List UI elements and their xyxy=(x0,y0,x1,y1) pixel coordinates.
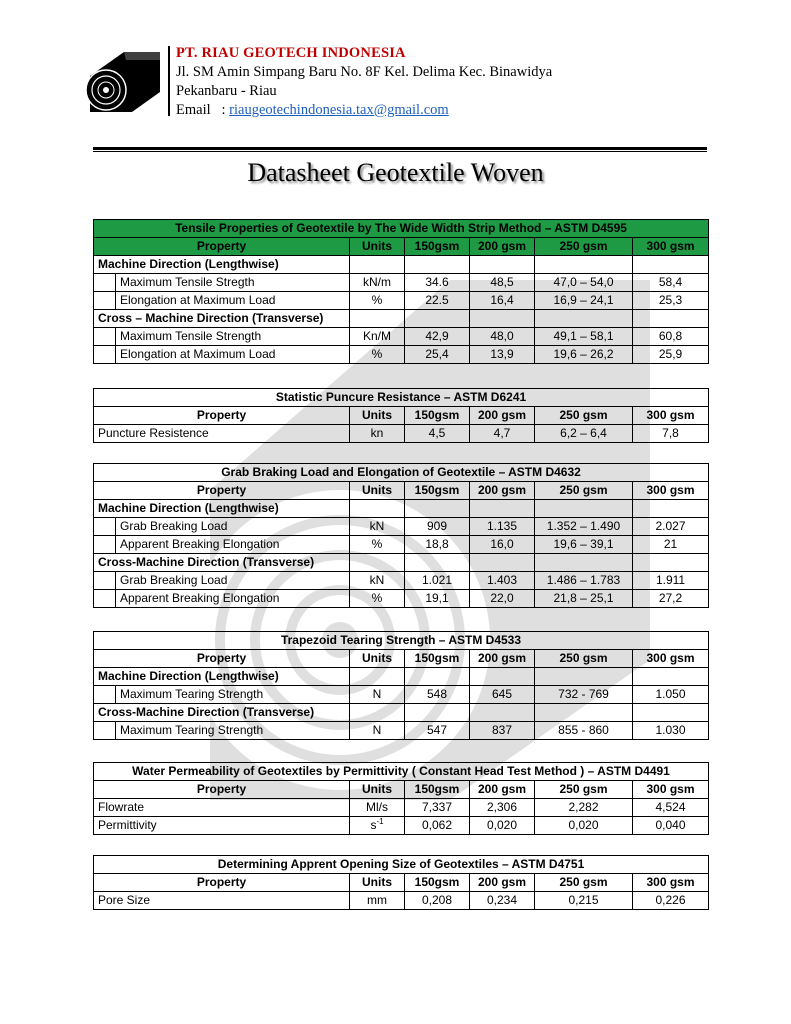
value-cell: 0,208 xyxy=(405,892,470,910)
header-units: Units xyxy=(350,407,405,425)
value-cell: 0,062 xyxy=(405,817,470,835)
table-row xyxy=(94,722,709,740)
value-cell: 48,0 xyxy=(470,328,535,346)
value-cell: 1.021 xyxy=(405,572,470,590)
unit-cell: N xyxy=(350,722,405,740)
group-row xyxy=(94,500,709,518)
value-cell: 1.403 xyxy=(470,572,535,590)
value-cell: 1.030 xyxy=(633,722,709,740)
header-250gsm: 250 gsm xyxy=(535,238,633,256)
value-cell: 7,8 xyxy=(633,425,709,443)
value-cell: 60,8 xyxy=(633,328,709,346)
group-row xyxy=(94,310,709,328)
header-200gsm: 200 gsm xyxy=(470,650,535,668)
property-cell: Apparent Breaking Elongation xyxy=(116,536,350,554)
property-cell: Grab Breaking Load xyxy=(116,518,350,536)
header-150gsm: 150gsm xyxy=(405,874,470,892)
table-caption: Determining Apprent Opening Size of Geotextiles – ASTM D4751 xyxy=(94,856,709,874)
unit-cell: % xyxy=(350,536,405,554)
table-caption: Water Permeability of Geotextiles by Permittivity ( Constant Head Test Method ) – ASTM D4491 xyxy=(94,763,709,781)
table-row xyxy=(94,590,709,608)
unit-cell: % xyxy=(350,590,405,608)
value-cell: 25,3 xyxy=(633,292,709,310)
table-row xyxy=(94,518,709,536)
group-label: Machine Direction (Lengthwise) xyxy=(94,668,350,686)
property-cell: Elongation at Maximum Load xyxy=(116,292,350,310)
unit-cell: Ml/s xyxy=(350,799,405,817)
header-150gsm: 150gsm xyxy=(405,650,470,668)
unit-cell: kN xyxy=(350,518,405,536)
value-cell: 0,234 xyxy=(470,892,535,910)
header-units: Units xyxy=(350,238,405,256)
value-cell: 2,282 xyxy=(535,799,633,817)
header-200gsm: 200 gsm xyxy=(470,482,535,500)
grab-table xyxy=(93,463,709,608)
unit-cell xyxy=(350,817,405,835)
table-caption: Statistic Puncure Resistance – ASTM D6241 xyxy=(94,389,709,407)
property-cell: Pore Size xyxy=(94,892,350,910)
value-cell: 47,0 – 54,0 xyxy=(535,274,633,292)
company-address-line2: Pekanbaru - Riau xyxy=(176,83,277,99)
opening-size-table xyxy=(93,855,709,910)
header-300gsm: 300 gsm xyxy=(633,238,709,256)
unit-cell: N xyxy=(350,686,405,704)
value-cell: 909 xyxy=(405,518,470,536)
property-cell: Maximum Tearing Strength xyxy=(116,722,350,740)
group-label: Machine Direction (Lengthwise) xyxy=(94,256,350,274)
header-200gsm: 200 gsm xyxy=(470,407,535,425)
header-rule-thick xyxy=(93,147,707,150)
header-property: Property xyxy=(94,874,350,892)
header-units: Units xyxy=(350,482,405,500)
header-250gsm: 250 gsm xyxy=(535,482,633,500)
value-cell: 0,040 xyxy=(633,817,709,835)
tearing-table xyxy=(93,631,709,740)
header-property: Property xyxy=(94,407,350,425)
header-divider xyxy=(168,46,170,116)
table-header-row xyxy=(94,874,709,892)
table-row xyxy=(94,892,709,910)
company-email-row xyxy=(176,101,552,120)
geotextile-roll-logo-icon xyxy=(80,46,162,112)
table-row xyxy=(94,425,709,443)
header-property: Property xyxy=(94,650,350,668)
header-300gsm: 300 gsm xyxy=(633,874,709,892)
value-cell: 7,337 xyxy=(405,799,470,817)
value-cell: 13,9 xyxy=(470,346,535,364)
table-header-row xyxy=(94,238,709,256)
table-row xyxy=(94,536,709,554)
header-250gsm: 250 gsm xyxy=(535,781,633,799)
unit-cell: kn xyxy=(350,425,405,443)
group-label: Cross – Machine Direction (Transverse) xyxy=(94,310,350,328)
value-cell: 0,215 xyxy=(535,892,633,910)
header-units: Units xyxy=(350,781,405,799)
value-cell: 1.135 xyxy=(470,518,535,536)
header-units: Units xyxy=(350,874,405,892)
header-250gsm: 250 gsm xyxy=(535,407,633,425)
permeability-table xyxy=(93,762,709,835)
value-cell: 1.486 – 1.783 xyxy=(535,572,633,590)
property-cell: Flowrate xyxy=(94,799,350,817)
header-250gsm: 250 gsm xyxy=(535,874,633,892)
group-row xyxy=(94,704,709,722)
group-row xyxy=(94,554,709,572)
table-header-row xyxy=(94,482,709,500)
value-cell: 548 xyxy=(405,686,470,704)
value-cell: 18,8 xyxy=(405,536,470,554)
company-name: PT. RIAU GEOTECH INDONESIA xyxy=(176,45,406,61)
unit-cell: % xyxy=(350,346,405,364)
table-row xyxy=(94,686,709,704)
value-cell: 732 - 769 xyxy=(535,686,633,704)
value-cell: 547 xyxy=(405,722,470,740)
value-cell: 34.6 xyxy=(405,274,470,292)
property-cell: Maximum Tearing Strength xyxy=(116,686,350,704)
header-200gsm: 200 gsm xyxy=(470,874,535,892)
header-250gsm: 250 gsm xyxy=(535,650,633,668)
value-cell: 42,9 xyxy=(405,328,470,346)
unit-cell: % xyxy=(350,292,405,310)
value-cell: 16,4 xyxy=(470,292,535,310)
unit-exponent: -1 xyxy=(376,817,384,826)
value-cell: 855 - 860 xyxy=(535,722,633,740)
value-cell: 6,2 – 6,4 xyxy=(535,425,633,443)
value-cell: 4,5 xyxy=(405,425,470,443)
value-cell: 16,9 – 24,1 xyxy=(535,292,633,310)
value-cell: 49,1 – 58,1 xyxy=(535,328,633,346)
table-row xyxy=(94,817,709,835)
unit-cell: mm xyxy=(350,892,405,910)
header-150gsm: 150gsm xyxy=(405,407,470,425)
group-row xyxy=(94,256,709,274)
header-200gsm: 200 gsm xyxy=(470,238,535,256)
header-200gsm: 200 gsm xyxy=(470,781,535,799)
header-300gsm: 300 gsm xyxy=(633,650,709,668)
property-cell: Grab Breaking Load xyxy=(116,572,350,590)
header-property: Property xyxy=(94,238,350,256)
value-cell: 2.027 xyxy=(633,518,709,536)
header-property: Property xyxy=(94,482,350,500)
value-cell: 4,7 xyxy=(470,425,535,443)
table-row xyxy=(94,346,709,364)
group-label: Machine Direction (Lengthwise) xyxy=(94,500,350,518)
unit-cell: Kn/M xyxy=(350,328,405,346)
value-cell: 2,306 xyxy=(470,799,535,817)
header-300gsm: 300 gsm xyxy=(633,482,709,500)
page-title: Datasheet Geotextile Woven xyxy=(247,158,544,187)
header-150gsm: 150gsm xyxy=(405,781,470,799)
value-cell: 0,226 xyxy=(633,892,709,910)
header-150gsm: 150gsm xyxy=(405,238,470,256)
unit-base: s xyxy=(370,818,377,832)
value-cell: 4,524 xyxy=(633,799,709,817)
table-header-row xyxy=(94,650,709,668)
value-cell: 48,5 xyxy=(470,274,535,292)
group-label: Cross-Machine Direction (Transverse) xyxy=(94,554,350,572)
header-rule-thin xyxy=(93,151,707,152)
value-cell: 645 xyxy=(470,686,535,704)
letterhead xyxy=(80,42,680,117)
tensile-table xyxy=(93,219,709,364)
value-cell: 837 xyxy=(470,722,535,740)
header-300gsm: 300 gsm xyxy=(633,407,709,425)
value-cell: 1.352 – 1.490 xyxy=(535,518,633,536)
property-cell: Apparent Breaking Elongation xyxy=(116,590,350,608)
property-cell: Elongation at Maximum Load xyxy=(116,346,350,364)
value-cell: 19,1 xyxy=(405,590,470,608)
table-caption: Trapezoid Tearing Strength – ASTM D4533 xyxy=(94,632,709,650)
header-property: Property xyxy=(94,781,350,799)
property-cell: Maximum Tensile Strength xyxy=(116,328,350,346)
value-cell: 22.5 xyxy=(405,292,470,310)
group-row xyxy=(94,668,709,686)
table-row xyxy=(94,799,709,817)
company-address-line1: Jl. SM Amin Simpang Baru No. 8F Kel. Delima Kec. Binawidya xyxy=(176,64,553,80)
value-cell: 25,9 xyxy=(633,346,709,364)
group-label: Cross-Machine Direction (Transverse) xyxy=(94,704,350,722)
header-300gsm: 300 gsm xyxy=(633,781,709,799)
table-row xyxy=(94,292,709,310)
table-caption: Tensile Properties of Geotextile by The Wide Width Strip Method – ASTM D4595 xyxy=(94,220,709,238)
value-cell: 1.911 xyxy=(633,572,709,590)
table-row xyxy=(94,572,709,590)
property-cell: Permittivity xyxy=(94,817,350,835)
table-caption: Grab Braking Load and Elongation of Geotextile – ASTM D4632 xyxy=(94,464,709,482)
value-cell: 27,2 xyxy=(633,590,709,608)
email-link[interactable]: riaugeotechindonesia.tax@gmail.com xyxy=(229,102,449,118)
value-cell: 21,8 – 25,1 xyxy=(535,590,633,608)
value-cell: 21 xyxy=(633,536,709,554)
value-cell: 1.050 xyxy=(633,686,709,704)
property-cell: Puncture Resistence xyxy=(94,425,350,443)
value-cell: 58,4 xyxy=(633,274,709,292)
header-units: Units xyxy=(350,650,405,668)
header-150gsm: 150gsm xyxy=(405,482,470,500)
unit-cell: kN/m xyxy=(350,274,405,292)
table-row xyxy=(94,274,709,292)
unit-cell: kN xyxy=(350,572,405,590)
value-cell: 19,6 – 26,2 xyxy=(535,346,633,364)
value-cell: 22,0 xyxy=(470,590,535,608)
value-cell: 25,4 xyxy=(405,346,470,364)
value-cell: 16,0 xyxy=(470,536,535,554)
table-header-row xyxy=(94,781,709,799)
table-row xyxy=(94,328,709,346)
email-label: Email : xyxy=(176,102,230,118)
value-cell: 19,6 – 39,1 xyxy=(535,536,633,554)
value-cell: 0,020 xyxy=(535,817,633,835)
value-cell: 0,020 xyxy=(470,817,535,835)
table-header-row xyxy=(94,407,709,425)
puncture-table xyxy=(93,388,709,443)
property-cell: Maximum Tensile Stregth xyxy=(116,274,350,292)
company-info xyxy=(176,44,552,120)
